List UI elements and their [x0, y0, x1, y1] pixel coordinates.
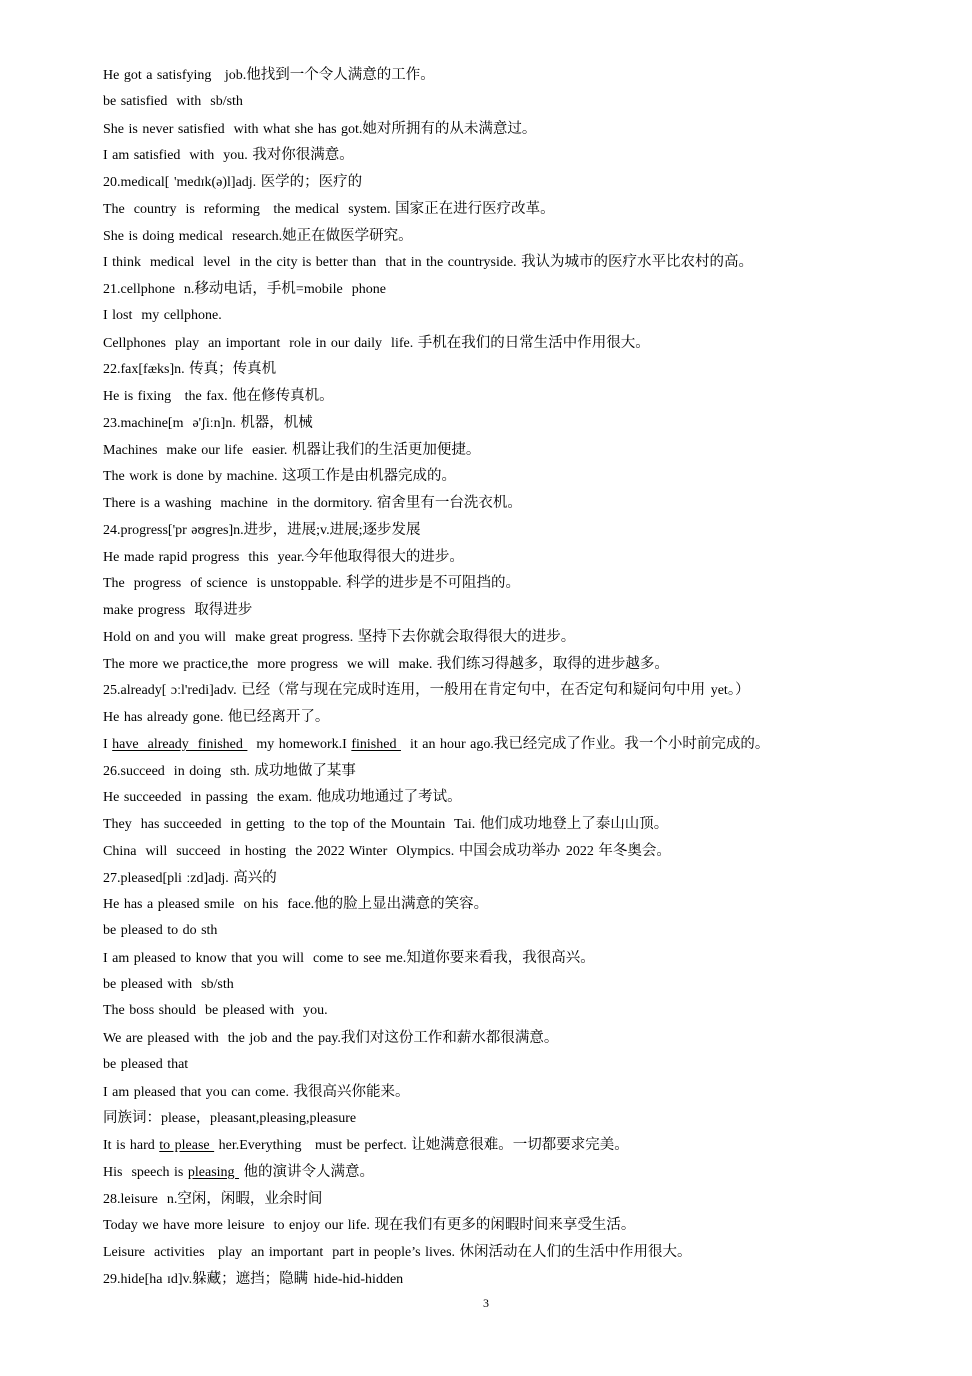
chinese-text: 现在我们有更多的闲暇时间来享受生活。 [374, 1217, 636, 1234]
text-line [103, 891, 923, 918]
english-text: Hold on and you will make great progress. [103, 629, 358, 645]
english-text: be satisfied with sb/sth [103, 93, 243, 109]
chinese-text: 她正在做医学研究。 [282, 227, 413, 244]
english-text: Leisure activities play an important part in people’s lives. [103, 1245, 460, 1260]
text-line [103, 1186, 923, 1213]
english-text: He got a satisfying job. [103, 68, 247, 83]
text-line [103, 1025, 923, 1052]
english-text: be pleased to do sth [103, 923, 218, 938]
chinese-text: 我们练习得越多，取得的进步越多。 [436, 655, 669, 672]
english-text: I am satisfied with you. [103, 148, 253, 164]
english-text: 24.progress['pr əʊgres]n. [103, 522, 244, 538]
text-line [103, 1132, 923, 1159]
english-text: 27.pleased[pli ːzd]adj. [103, 870, 234, 886]
chinese-text: 让她满意很难。一切都要求完美。 [411, 1137, 629, 1153]
chinese-text: 他在修传真机。 [232, 388, 334, 404]
english-text: There is a washing machine in the dormitory. [103, 496, 377, 511]
text-line [103, 142, 923, 169]
page-number: 3 [483, 1296, 489, 1310]
text-line [103, 356, 923, 383]
english-text: The progress of science is unstoppable. [103, 576, 347, 592]
chinese-text: 成功地做了某事 [254, 762, 356, 779]
english-text: 29.hide[ha ɪd]v. [103, 1271, 193, 1287]
english-text: yet [710, 683, 728, 699]
english-text: The more we practice,the more progress we will make. [103, 656, 437, 672]
chinese-text: 机器，机械 [240, 414, 313, 431]
text-line [103, 410, 923, 437]
chinese-text: 。） [727, 682, 750, 699]
text-line [103, 758, 923, 785]
text-line [103, 463, 923, 490]
chinese-text: 今年他取得很大的进步。 [304, 548, 464, 565]
text-line [103, 89, 923, 116]
english-text: I [103, 736, 113, 752]
text-line [103, 383, 923, 410]
english-text: 23.machine[m ə'ʃiːn]n. [103, 415, 241, 431]
text-line [103, 116, 923, 143]
document-body [103, 62, 923, 1293]
english-text: be pleased with sb/sth [103, 976, 234, 992]
text-line [103, 651, 923, 678]
chinese-text: 移动电话，手机 [194, 281, 296, 297]
underlined-text: to please [159, 1138, 215, 1153]
english-text: Machines make our life easier. [103, 442, 292, 458]
english-text: We are pleased with the job and the pay. [103, 1031, 341, 1046]
english-text: I am pleased that you can come. [103, 1084, 294, 1100]
text-line [103, 838, 923, 865]
chinese-text: 已经（常与现在完成时连用，一般用在肯定句中，在否定句和疑问句中用 [241, 682, 711, 699]
english-text: 26.succeed in doing sth. [103, 763, 255, 779]
english-text: I think medical level in the city is better than that in the countryside. [103, 255, 522, 271]
chinese-text: 科学的进步是不可阻挡的。 [346, 575, 521, 592]
text-line [103, 437, 923, 464]
text-line [103, 945, 923, 972]
text-line [103, 1079, 923, 1106]
text-line [103, 597, 923, 624]
text-line [103, 544, 923, 571]
chinese-text: 躲藏；遮挡；隐瞒 [192, 1270, 314, 1287]
english-text: ; [358, 522, 363, 538]
chinese-text: 休闲活动在人们的生活中作用很大。 [459, 1244, 692, 1260]
chinese-text: 医学的；医疗的 [260, 174, 363, 190]
chinese-text: 我已经完成了作业。我一个小时前完成的。 [493, 735, 770, 752]
english-text: It is hard [103, 1138, 160, 1153]
english-text: Cellphones play an important role in our daily life. [103, 335, 418, 351]
underlined-text: finished [351, 736, 401, 752]
text-line [103, 704, 923, 731]
chinese-text: 高兴的 [233, 869, 277, 886]
english-text: He has a pleased smile on his face. [103, 897, 315, 913]
chinese-text: 逐步发展 [362, 521, 421, 538]
english-text: 2022 [565, 843, 599, 859]
text-line [103, 303, 923, 330]
text-line [103, 1266, 923, 1293]
english-text: The country is reforming the medical system. [103, 201, 396, 217]
chinese-text: 国家正在进行医疗改革。 [395, 200, 555, 217]
english-text: He made rapid progress this year. [103, 549, 305, 565]
text-line [103, 998, 923, 1025]
underlined-text: pleasing [187, 1164, 240, 1180]
english-text: She is doing medical research. [103, 228, 283, 244]
english-text: The work is done by machine. [103, 469, 283, 485]
english-text: He succeeded in passing the exam. [103, 790, 317, 806]
chinese-text: 中国会成功举办 [458, 842, 566, 859]
chinese-text: 她对所拥有的从未满意过。 [362, 120, 537, 137]
text-line [103, 865, 923, 892]
english-text: please，pleasant,pleasing,pleasure [161, 1111, 357, 1127]
text-line [103, 517, 923, 544]
english-text: =mobile phone [295, 282, 386, 297]
english-text: my homework.I [247, 736, 352, 752]
text-line [103, 196, 923, 223]
chinese-text: 我对你很满意。 [252, 147, 354, 164]
chinese-text: 这项工作是由机器完成的。 [282, 468, 457, 485]
english-text: Today we have more leisure to enjoy our life. [103, 1218, 375, 1234]
chinese-text: 宿舍里有一台洗衣机。 [376, 495, 522, 511]
chinese-text: 机器让我们的生活更加便捷。 [291, 441, 481, 458]
chinese-text: 取得进步 [194, 602, 253, 618]
chinese-text: 我很高兴你能来。 [293, 1083, 410, 1100]
english-text: I am pleased to know that you will come to see me. [103, 950, 407, 966]
text-line [103, 249, 923, 276]
english-text: 21.cellphone n. [103, 282, 195, 297]
text-line [103, 1239, 923, 1266]
chinese-text: 知道你要来看我，我很高兴。 [406, 949, 595, 966]
text-line [103, 62, 923, 89]
english-text: He is fixing the fax. [103, 389, 233, 404]
chinese-text: 我们对这份工作和薪水都很满意。 [340, 1030, 559, 1046]
text-line [103, 223, 923, 250]
chinese-text: 空闲，闲暇，业余时间 [177, 1190, 323, 1207]
text-line [103, 677, 923, 704]
english-text: The boss should be pleased with you. [103, 1003, 328, 1019]
english-text: His speech is [103, 1164, 188, 1180]
english-text: 28.leisure n. [103, 1191, 178, 1207]
english-text: it an hour ago. [400, 736, 494, 752]
english-text: They has succeeded in getting to the top of the Mountain Tai. [103, 817, 480, 832]
chinese-text: 年冬奥会。 [598, 842, 671, 859]
underlined-text: have already finished [112, 736, 248, 752]
chinese-text: 他成功地通过了考试。 [316, 789, 462, 806]
text-line [103, 169, 923, 196]
chinese-text: 他们成功地登上了泰山山顶。 [479, 816, 669, 832]
text-line [103, 811, 923, 838]
english-text: 22.fax[fæks]n. [103, 362, 190, 378]
text-line [103, 972, 923, 999]
chinese-text: 他已经离开了。 [227, 709, 330, 725]
english-text: hide-hid-hidden [313, 1271, 404, 1287]
text-line [103, 276, 923, 303]
text-line [103, 1159, 923, 1186]
chinese-text: 进步，进展 [243, 521, 317, 538]
english-text: 25.already[ ɔːl'redi]adv. [103, 683, 242, 699]
text-line [103, 1212, 923, 1239]
text-line [103, 624, 923, 651]
english-text: her.Everything must be perfect. [214, 1138, 412, 1153]
text-line [103, 1052, 923, 1079]
chinese-text: 同族词： [103, 1110, 161, 1127]
chinese-text: 坚持下去你就会取得很大的进步。 [357, 628, 576, 645]
english-text: He has already gone. [103, 710, 228, 725]
text-line [103, 918, 923, 945]
text-line [103, 570, 923, 597]
text-line [103, 490, 923, 517]
chinese-text: 进展 [329, 521, 359, 538]
text-line [103, 784, 923, 811]
english-text: 20.medical[ 'medɪk(ə)l]adj. [103, 175, 261, 190]
chinese-text: 他的脸上显出满意的笑容。 [314, 896, 489, 913]
text-line [103, 731, 923, 758]
chinese-text: 他的演讲令人满意。 [243, 1163, 375, 1180]
english-text: ;v. [316, 522, 330, 538]
chinese-text: 他找到一个令人满意的工作。 [246, 67, 435, 83]
chinese-text: 传真；传真机 [189, 361, 277, 378]
chinese-text: 我认为城市的医疗水平比农村的高。 [521, 254, 754, 271]
english-text: be pleased that [103, 1056, 189, 1072]
text-line [103, 1105, 923, 1132]
chinese-text: 手机在我们的日常生活中作用很大。 [417, 334, 650, 351]
english-text: She is never satisfied with what she has got. [103, 121, 363, 137]
english-text: make progress [103, 603, 195, 618]
english-text: China will succeed in hosting the 2022 Winter Olympics. [103, 843, 459, 859]
text-line [103, 330, 923, 357]
english-text: I lost my cellphone. [103, 307, 222, 323]
